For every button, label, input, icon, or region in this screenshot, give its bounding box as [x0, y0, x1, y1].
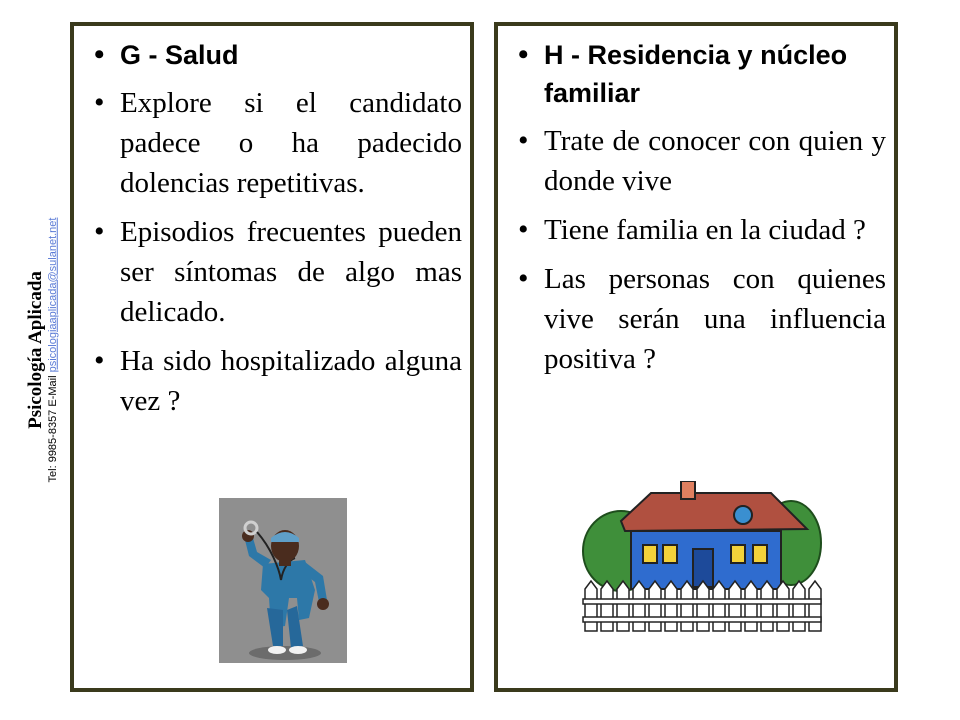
list-item: [512, 210, 886, 250]
organization-title: Psicología Aplicada: [24, 271, 46, 429]
bullet: •: [94, 86, 105, 119]
list-item-text: Trate de conocer con quien y donde vive: [544, 125, 886, 197]
bullet: •: [518, 38, 529, 71]
health-heading: [88, 36, 462, 74]
sidebar-credit: [14, 180, 70, 520]
bullet: •: [518, 124, 529, 157]
list-item-text: Episodios frecuentes pueden ser síntomas de algo mas delicado.: [120, 216, 462, 328]
list-item-text: G - Salud: [120, 40, 239, 70]
list-item-text: Las personas con quienes vive serán una influencia positiva ?: [544, 263, 886, 375]
email-link[interactable]: psicologiaaplicada@sulanet.net: [46, 217, 59, 373]
bullet: •: [94, 344, 105, 377]
list-item-text: H - Residencia y núcleo familiar: [544, 40, 848, 108]
list-item-text: Explore si el candidato padece o ha padecido dolencias repetitivas.: [120, 87, 462, 199]
contact-line: [47, 218, 60, 483]
bullet: •: [94, 215, 105, 248]
list-item: [512, 259, 886, 379]
bullet: •: [94, 38, 105, 71]
sidebar-credit-rotated: [25, 218, 59, 483]
list-item: [512, 121, 886, 201]
contact-prefix: Tel: 9985-8357 E-Mail: [46, 372, 59, 483]
residence-heading: [512, 36, 886, 112]
health-card: [70, 22, 474, 692]
list-item: [88, 83, 462, 203]
house-image: [581, 481, 823, 641]
list-item-text: Tiene familia en la ciudad ?: [544, 214, 866, 246]
list-item: [88, 212, 462, 332]
list-item: [88, 341, 462, 421]
residence-card: [494, 22, 898, 692]
list-item-text: Ha sido hospitalizado alguna vez ?: [120, 345, 462, 417]
bullet: •: [518, 262, 529, 295]
residence-list: [498, 26, 894, 379]
bullet: •: [518, 213, 529, 246]
health-list: [74, 26, 470, 421]
doctor-image: [219, 498, 347, 663]
